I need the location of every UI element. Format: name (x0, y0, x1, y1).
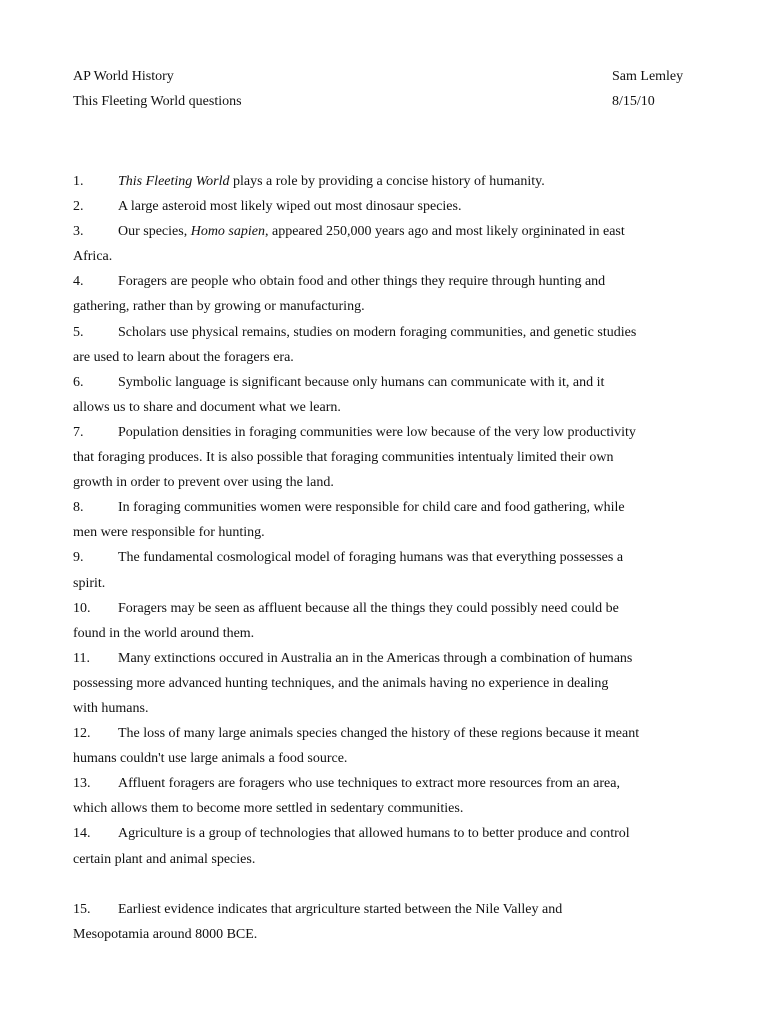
answer-item (73, 646, 698, 721)
answer-number: 7. (73, 424, 84, 440)
answer-number: 5. (73, 324, 84, 340)
answer-item (73, 420, 698, 495)
assignment-title: This Fleeting World questions (73, 94, 242, 109)
paragraph-gap (73, 872, 698, 897)
answer-number: 1. (73, 174, 84, 189)
answer-item (73, 821, 698, 871)
answer-number: 14. (73, 826, 91, 842)
answer-item (73, 771, 698, 821)
answer-item (73, 721, 698, 771)
answer-item (73, 194, 698, 219)
answer-text: Agriculture is a group of technologies that allowed humans to to better produce and control certain plant and animal species. (73, 826, 630, 867)
answer-item (73, 495, 698, 545)
header-row-2 (73, 93, 690, 118)
answer-number: 10. (73, 600, 91, 616)
answer-number: 11. (73, 650, 90, 666)
answer-item (73, 320, 698, 370)
answer-item (73, 596, 698, 646)
answer-item (73, 269, 698, 319)
document-date: 8/15/10 (612, 94, 655, 109)
book-title: This Fleeting World (118, 174, 230, 189)
document-header (73, 68, 690, 118)
answer-number: 3. (73, 224, 84, 240)
answer-text: Foragers are people who obtain food and other things they require through hunting and gathering, rather than by growing or manufacturing. (73, 274, 606, 315)
answer-number: 4. (73, 274, 84, 290)
answer-number: 12. (73, 726, 91, 742)
header-row-1 (73, 68, 690, 93)
answer-text: Earliest evidence indicates that argriculture started between the Nile Valley and Mesopotamia around 8000 BCE. (73, 901, 563, 942)
answers-list (73, 169, 698, 947)
answer-number: 15. (73, 901, 91, 917)
answer-number: 2. (73, 199, 84, 215)
author-name: Sam Lemley (612, 69, 684, 84)
answer-item (73, 219, 698, 269)
answer-text: The fundamental cosmological model of foraging humans was that everything possesses a spirit. (73, 550, 624, 591)
answer-number: 6. (73, 374, 84, 390)
answer-item (73, 897, 698, 947)
answer-text: Population densities in foraging communities were low because of the very low productivity that foraging produces. It is also possible that foraging communities intentualy limited their own growth in order to prevent over using the land. (73, 424, 636, 491)
species-name: Homo sapien (190, 224, 265, 240)
answer-text: plays a role by providing a concise history of humanity. (229, 174, 545, 189)
answer-text: Many extinctions occured in Australia an in the Americas through a combination of humans possessing more advanced hunting techniques, and the animals having no experience in dealing with humans. (73, 650, 633, 716)
answer-text-prefix: Our species, (118, 224, 191, 240)
answer-text: Affluent foragers are foragers who use techniques to extract more resources from an area, which allows them to become more settled in sedentary communities. (73, 776, 620, 817)
answer-number: 8. (73, 500, 84, 516)
answer-text: Foragers may be seen as affluent because all the things they could possibly need could be found in the world around them. (73, 600, 619, 641)
course-title: AP World History (73, 69, 174, 84)
answer-text: , appeared 250,000 years ago and most likely orgininated in east Africa. (73, 224, 625, 265)
answer-item (73, 545, 698, 595)
answer-item (73, 370, 698, 420)
answer-text: A large asteroid most likely wiped out most dinosaur species. (118, 199, 462, 215)
answer-item (73, 169, 698, 194)
answer-number: 13. (73, 776, 91, 792)
answer-text: Symbolic language is significant because only humans can communicate with it, and it allows us to share and document what we learn. (73, 374, 605, 415)
answer-text: The loss of many large animals species changed the history of these regions because it meant humans couldn't use large animals a food source. (73, 726, 640, 767)
answer-text: Scholars use physical remains, studies on modern foraging communities, and genetic studies are used to learn about the foragers era. (73, 324, 637, 365)
answer-text: In foraging communities women were responsible for child care and food gathering, while men were responsible for hunting. (73, 500, 625, 541)
answer-number: 9. (73, 550, 84, 566)
